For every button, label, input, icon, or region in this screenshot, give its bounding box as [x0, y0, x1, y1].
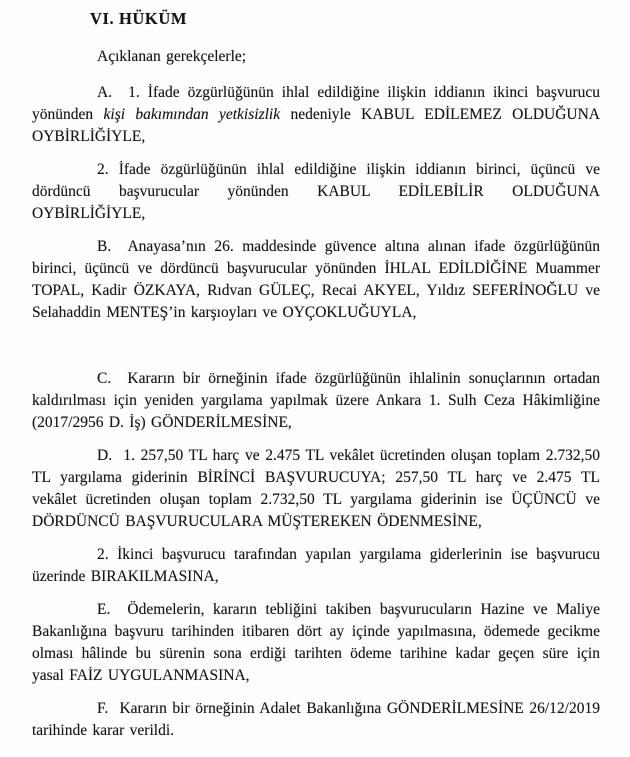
- paragraph-a1-text-pre: A. 1. İfade özgürlüğünün ihlal edildiğine ilişkin iddianın ikinci başvurucu yönünden: [32, 84, 600, 123]
- paragraph-e: E. Ödemelerin, kararın tebliğini takiben başvurucuların Hazine ve Maliye Bakanlığına başvuru tarihinden itibaren dört ay içinde yapılmasına, ödemede gecikme olması hâlinde bu sürenin sona erdiği tarihten ödeme tarihine kadar geçen süre için yasal FAİZ UYGULANMASINA,: [32, 601, 600, 684]
- paragraph-a1-text-post: nedeniyle KABUL EDİLEMEZ OLDUĞUNA OYBİRLİĞİYLE,: [32, 106, 600, 145]
- paragraph-f: F. Kararın bir örneğinin Adalet Bakanlığına GÖNDERİLMESİNE 26/12/2019 tarihinde karar verildi.: [32, 700, 600, 739]
- intro-text: Açıklanan gerekçelerle;: [97, 48, 247, 65]
- paragraph-d1: D. 1. 257,50 TL harç ve 2.475 TL vekâlet ücretinden oluşan toplam 2.732,50 TL yargılama giderinin BİRİNCİ BAŞVURUCUYA; 257,50 TL harç ve 2.475 TL vekâlet ücretinden oluşan toplam 2.732,50 TL yargılama giderinin ise ÜÇÜNCÜ ve DÖRDÜNCÜ BAŞVURUCULARA MÜŞTEREKEN ÖDENMESİNE,: [32, 447, 600, 530]
- section-heading: VI. HÜKÜM: [90, 9, 188, 28]
- paragraph-d2: 2. İkinci başvurucu tarafından yapılan yargılama giderlerinin ise başvurucu üzerinde BIRAKILMASINA,: [32, 546, 600, 585]
- paragraph-a2: 2. İfade özgürlüğünün ihlal edildiğine ilişkin iddianın birinci, üçüncü ve dördüncü başvurucular yönünden KABUL EDİLEBİLİR OLDUĞUNA OYBİRLİĞİYLE,: [32, 161, 600, 222]
- paragraph-a1: [32, 82, 600, 148]
- paragraph-b: B. Anayasa’nın 26. maddesinde güvence altına alınan ifade özgürlüğünün birinci, üçüncü ve dördüncü başvurucular yönünden İHLAL EDİLDİĞİNE Muammer TOPAL, Kadir ÖZKAYA, Rıdvan GÜLEÇ, Recai AKYEL, Yıldız SEFERİNOĞLU ve Selahaddin MENTEŞ’in karşıoyları ve OYÇOKLUĞUYLA,: [32, 238, 600, 321]
- paragraph-a1-emphasis: kişi bakımından yetkisizlik: [103, 106, 281, 123]
- paragraph-c: C. Kararın bir örneğinin ifade özgürlüğünün ihlalinin sonuçlarının ortadan kaldırılması için yeniden yargılama yapılmak üzere Ankara 1. Sulh Ceza Hâkimliğine (2017/2956 D. İş) GÖNDERİLMESİNE,: [32, 370, 600, 431]
